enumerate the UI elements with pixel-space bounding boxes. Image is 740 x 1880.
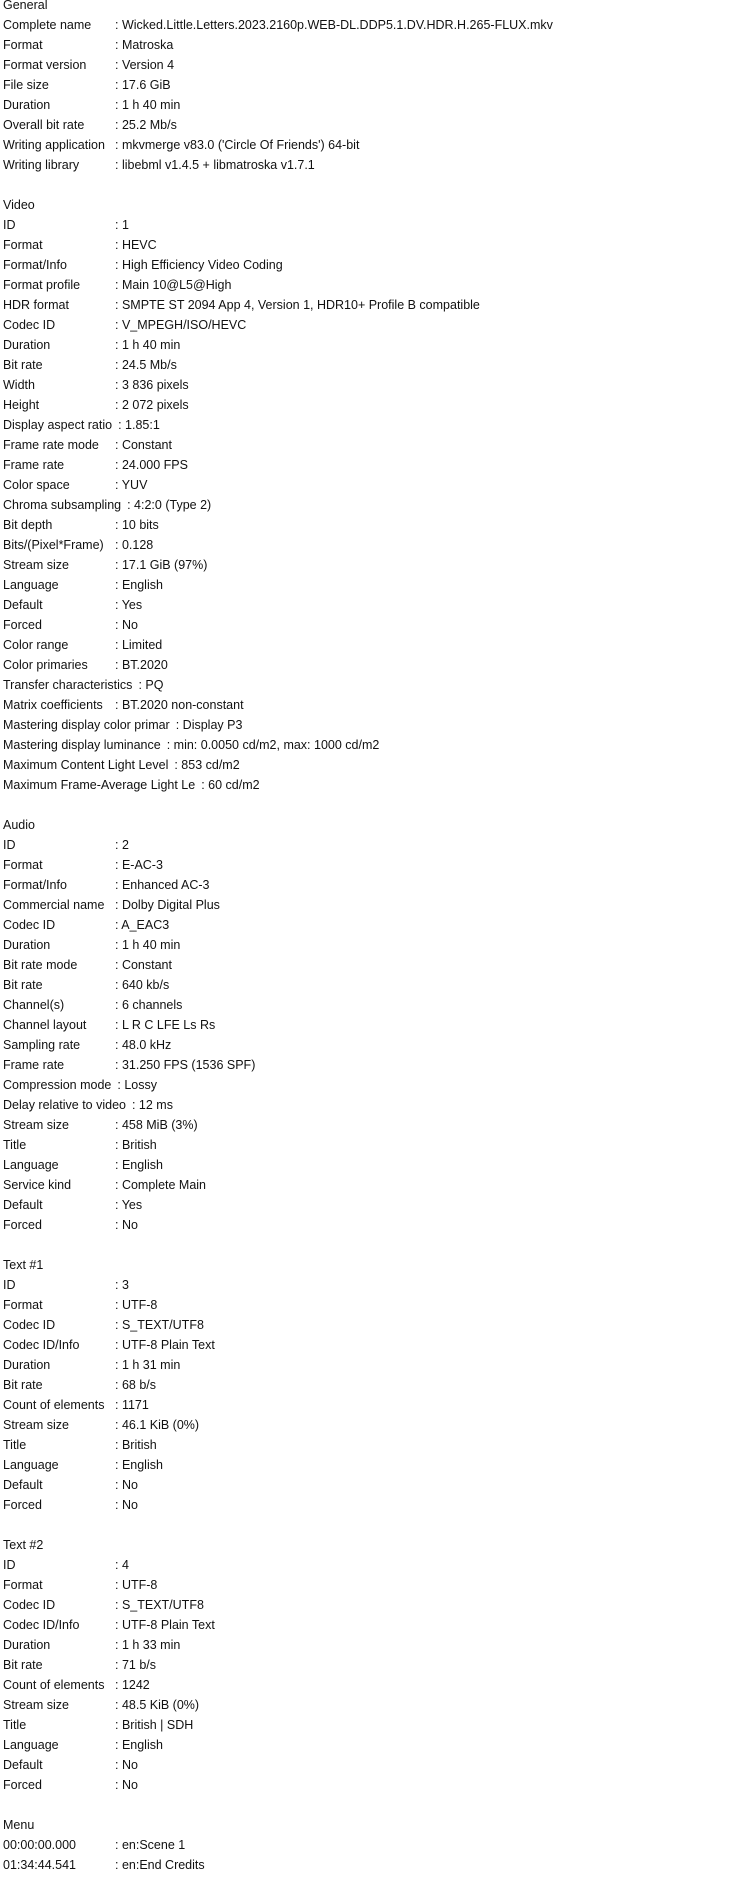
info-row <box>3 1700 737 1720</box>
info-row <box>3 1660 737 1680</box>
info-row <box>3 840 737 860</box>
section-title-text-2: Text #2 <box>3 1538 44 1552</box>
info-row <box>3 440 737 460</box>
field-value: : 48.0 kHz <box>115 1038 172 1052</box>
field-value: : 1 h 40 min <box>115 98 181 112</box>
info-row <box>3 600 737 620</box>
field-value: : Constant <box>115 438 172 452</box>
field-label: 00:00:00.000 <box>3 1838 76 1852</box>
field-label: Duration <box>3 1638 51 1652</box>
info-row <box>3 1320 737 1340</box>
field-label: Maximum Frame-Average Light Le <box>3 778 196 792</box>
field-label: Writing library <box>3 158 80 172</box>
field-label: Color space <box>3 478 70 492</box>
field-label: Codec ID/Info <box>3 1338 80 1352</box>
info-row <box>3 280 737 300</box>
info-row <box>3 720 737 740</box>
field-value: : mkvmerge v83.0 ('Circle Of Friends') 64-bit <box>115 138 360 152</box>
info-row <box>3 1220 737 1240</box>
field-value: : UTF-8 Plain Text <box>115 1618 215 1632</box>
field-value: : YUV <box>115 478 148 492</box>
field-label: Forced <box>3 1498 42 1512</box>
field-label: Bit rate <box>3 1658 43 1672</box>
info-row <box>3 1780 737 1800</box>
info-row <box>3 1160 737 1180</box>
field-label: Overall bit rate <box>3 118 85 132</box>
field-label: Width <box>3 378 35 392</box>
info-row <box>3 1860 737 1880</box>
field-value: : 2 072 pixels <box>115 398 189 412</box>
mediainfo-report <box>3 0 737 1880</box>
field-label: Format <box>3 858 43 872</box>
field-value: : 458 MiB (3%) <box>115 1118 198 1132</box>
field-value: : English <box>115 1738 163 1752</box>
field-label: Forced <box>3 1778 42 1792</box>
field-label: File size <box>3 78 49 92</box>
field-label: Format version <box>3 58 87 72</box>
field-value: : Version 4 <box>115 58 175 72</box>
field-value: : UTF-8 <box>115 1578 158 1592</box>
field-label: Duration <box>3 338 51 352</box>
info-row <box>3 240 737 260</box>
info-row <box>3 1180 737 1200</box>
field-value: : 46.1 KiB (0%) <box>115 1418 200 1432</box>
info-row <box>3 1380 737 1400</box>
info-row <box>3 500 737 520</box>
info-row <box>3 1400 737 1420</box>
field-value: : 1242 <box>115 1678 150 1692</box>
section-title-video: Video <box>3 198 35 212</box>
field-label: Codec ID <box>3 1318 56 1332</box>
field-label: Format/Info <box>3 878 67 892</box>
info-row <box>3 1620 737 1640</box>
field-value: : min: 0.0050 cd/m2, max: 1000 cd/m2 <box>166 738 380 752</box>
field-value: : 1 h 40 min <box>115 338 181 352</box>
info-row <box>3 540 737 560</box>
info-row <box>3 700 737 720</box>
field-label: Format <box>3 38 43 52</box>
info-row <box>3 900 737 920</box>
field-value: : No <box>115 1758 138 1772</box>
field-label: Bit rate <box>3 978 43 992</box>
field-value: : S_TEXT/UTF8 <box>115 1318 204 1332</box>
field-label: Default <box>3 1758 43 1772</box>
field-value: : No <box>115 1778 138 1792</box>
field-label: Count of elements <box>3 1678 105 1692</box>
info-row <box>3 1080 737 1100</box>
field-value: : 3 <box>115 1278 129 1292</box>
field-label: Stream size <box>3 558 69 572</box>
field-value: : British <box>115 1438 157 1452</box>
field-label: Default <box>3 598 43 612</box>
info-row <box>3 1300 737 1320</box>
field-label: Color primaries <box>3 658 88 672</box>
field-label: Service kind <box>3 1178 72 1192</box>
field-value: : 17.6 GiB <box>115 78 171 92</box>
field-label: Title <box>3 1438 27 1452</box>
field-value: : Complete Main <box>115 1178 207 1192</box>
info-row <box>3 1340 737 1360</box>
field-value: : 1 h 40 min <box>115 938 181 952</box>
field-value: : 4 <box>115 1558 129 1572</box>
field-value: : PQ <box>138 678 164 692</box>
field-value: : Limited <box>115 638 163 652</box>
field-label: Frame rate <box>3 1058 65 1072</box>
info-row <box>3 1020 737 1040</box>
field-label: Language <box>3 1158 59 1172</box>
info-row <box>3 1140 737 1160</box>
field-label: Title <box>3 1138 27 1152</box>
field-value: : 12 ms <box>131 1098 173 1112</box>
info-row <box>3 360 737 380</box>
field-label: Stream size <box>3 1698 69 1712</box>
info-row <box>3 320 737 340</box>
field-label: Stream size <box>3 1418 69 1432</box>
info-row <box>3 640 737 660</box>
field-label: Format profile <box>3 278 81 292</box>
field-label: Matrix coefficients <box>3 698 103 712</box>
info-row <box>3 1580 737 1600</box>
info-row <box>3 1460 737 1480</box>
info-row <box>3 160 737 180</box>
section-spacer <box>3 180 737 200</box>
info-row <box>3 480 737 500</box>
field-value: : No <box>115 618 138 632</box>
info-row <box>3 1360 737 1380</box>
field-value: : S_TEXT/UTF8 <box>115 1598 204 1612</box>
field-value: : BT.2020 non-constant <box>115 698 244 712</box>
info-row <box>3 680 737 700</box>
field-label: Stream size <box>3 1118 69 1132</box>
field-label: Bit rate <box>3 358 43 372</box>
section-title-general: General <box>3 0 48 12</box>
info-row <box>3 860 737 880</box>
info-row <box>3 740 737 760</box>
field-label: Format <box>3 238 43 252</box>
field-label: Duration <box>3 1358 51 1372</box>
field-value: : en:Scene 1 <box>115 1838 186 1852</box>
field-value: : 31.250 FPS (1536 SPF) <box>115 1058 256 1072</box>
info-row <box>3 40 737 60</box>
info-row <box>3 340 737 360</box>
field-value: : Dolby Digital Plus <box>115 898 220 912</box>
info-row <box>3 1500 737 1520</box>
field-value: : No <box>115 1218 138 1232</box>
info-row <box>3 960 737 980</box>
field-value: : English <box>115 578 163 592</box>
section-spacer <box>3 1520 737 1540</box>
field-label: ID <box>3 1558 16 1572</box>
field-value: : British | SDH <box>115 1718 194 1732</box>
field-value: : Matroska <box>115 38 174 52</box>
info-row <box>3 400 737 420</box>
info-row <box>3 880 737 900</box>
info-row <box>3 140 737 160</box>
field-value: : UTF-8 <box>115 1298 158 1312</box>
field-value: : V_MPEGH/ISO/HEVC <box>115 318 247 332</box>
field-value: : 640 kb/s <box>115 978 170 992</box>
info-row <box>3 1740 737 1760</box>
field-value: : British <box>115 1138 157 1152</box>
info-row <box>3 1280 737 1300</box>
field-value: : 0.128 <box>115 538 154 552</box>
field-label: Frame rate <box>3 458 65 472</box>
field-label: Color range <box>3 638 69 652</box>
field-value: : 1171 <box>115 1398 149 1412</box>
field-value: : 853 cd/m2 <box>174 758 240 772</box>
field-label: ID <box>3 1278 16 1292</box>
field-label: Duration <box>3 98 51 112</box>
info-row <box>3 20 737 40</box>
info-row <box>3 1120 737 1140</box>
section-title-audio: Audio <box>3 818 35 832</box>
info-row <box>3 520 737 540</box>
info-row <box>3 1100 737 1120</box>
field-value: : Yes <box>115 598 143 612</box>
info-row <box>3 1840 737 1860</box>
field-value: : HEVC <box>115 238 157 252</box>
section-spacer <box>3 1240 737 1260</box>
field-label: Transfer characteristics <box>3 678 133 692</box>
info-row <box>3 940 737 960</box>
field-label: Codec ID/Info <box>3 1618 80 1632</box>
field-value: : 25.2 Mb/s <box>115 118 177 132</box>
info-row <box>3 380 737 400</box>
info-row <box>3 1060 737 1080</box>
field-label: Channel layout <box>3 1018 87 1032</box>
field-value: : No <box>115 1498 138 1512</box>
field-value: : Wicked.Little.Letters.2023.2160p.WEB-DL.DDP5.1.DV.HDR.H.265-FLUX.mkv <box>115 18 553 32</box>
field-value: : Lossy <box>117 1078 157 1092</box>
field-label: Mastering display color primar <box>3 718 170 732</box>
field-label: Default <box>3 1198 43 1212</box>
info-row <box>3 60 737 80</box>
field-value: : 68 b/s <box>115 1378 156 1392</box>
info-row <box>3 120 737 140</box>
field-label: Count of elements <box>3 1398 105 1412</box>
field-label: Forced <box>3 1218 42 1232</box>
field-value: : 24.5 Mb/s <box>115 358 177 372</box>
info-row <box>3 300 737 320</box>
field-value: : 1 <box>115 218 129 232</box>
field-label: Compression mode <box>3 1078 112 1092</box>
section-title-text-1: Text #1 <box>3 1258 44 1272</box>
field-label: Codec ID <box>3 318 56 332</box>
info-row <box>3 560 737 580</box>
field-value: : 17.1 GiB (97%) <box>115 558 208 572</box>
field-value: : English <box>115 1458 163 1472</box>
info-row <box>3 220 737 240</box>
field-label: Chroma subsampling <box>3 498 122 512</box>
field-value: : Enhanced AC-3 <box>115 878 210 892</box>
info-row <box>3 1440 737 1460</box>
field-value: : 3 836 pixels <box>115 378 189 392</box>
info-row <box>3 460 737 480</box>
info-row <box>3 1480 737 1500</box>
field-value: : 1 h 31 min <box>115 1358 181 1372</box>
field-label: Codec ID <box>3 1598 56 1612</box>
info-row <box>3 980 737 1000</box>
info-row <box>3 580 737 600</box>
info-row <box>3 1040 737 1060</box>
field-label: Height <box>3 398 40 412</box>
field-label: Delay relative to video <box>3 1098 126 1112</box>
field-value: : 6 channels <box>115 998 183 1012</box>
info-row <box>3 1420 737 1440</box>
field-value: : E-AC-3 <box>115 858 163 872</box>
field-label: ID <box>3 218 16 232</box>
field-value: : 1.85:1 <box>118 418 160 432</box>
field-label: Complete name <box>3 18 92 32</box>
field-label: Format/Info <box>3 258 67 272</box>
info-row <box>3 1680 737 1700</box>
field-label: Bit depth <box>3 518 53 532</box>
field-value: : 2 <box>115 838 129 852</box>
field-value: : 1 h 33 min <box>115 1638 181 1652</box>
field-label: Bits/(Pixel*Frame) <box>3 538 104 552</box>
field-value: : L R C LFE Ls Rs <box>115 1018 216 1032</box>
info-row <box>3 1000 737 1020</box>
field-value: : Display P3 <box>175 718 243 732</box>
field-value: : Yes <box>115 1198 143 1212</box>
field-label: Sampling rate <box>3 1038 81 1052</box>
field-label: Default <box>3 1478 43 1492</box>
field-value: : 24.000 FPS <box>115 458 188 472</box>
field-label: Language <box>3 1738 59 1752</box>
field-value: : 10 bits <box>115 518 159 532</box>
field-label: Display aspect ratio <box>3 418 113 432</box>
field-label: Mastering display luminance <box>3 738 161 752</box>
field-label: Bit rate <box>3 1378 43 1392</box>
field-value: : Constant <box>115 958 172 972</box>
field-value: : SMPTE ST 2094 App 4, Version 1, HDR10+ Profile B compatible <box>115 298 480 312</box>
field-label: ID <box>3 838 16 852</box>
section-spacer <box>3 800 737 820</box>
info-row <box>3 100 737 120</box>
field-label: Codec ID <box>3 918 56 932</box>
field-value: : A_EAC3 <box>115 918 170 932</box>
field-label: Bit rate mode <box>3 958 78 972</box>
field-value: : 71 b/s <box>115 1658 156 1672</box>
field-value: : UTF-8 Plain Text <box>115 1338 215 1352</box>
info-row <box>3 620 737 640</box>
field-label: Format <box>3 1298 43 1312</box>
info-row <box>3 1560 737 1580</box>
field-value: : 48.5 KiB (0%) <box>115 1698 200 1712</box>
field-label: Forced <box>3 618 42 632</box>
field-label: Writing application <box>3 138 105 152</box>
info-row <box>3 80 737 100</box>
field-label: Format <box>3 1578 43 1592</box>
info-row <box>3 1720 737 1740</box>
info-row <box>3 920 737 940</box>
info-row <box>3 1760 737 1780</box>
info-row <box>3 1640 737 1660</box>
field-label: Commercial name <box>3 898 105 912</box>
field-label: Maximum Content Light Level <box>3 758 169 772</box>
info-row <box>3 1200 737 1220</box>
field-value: : en:End Credits <box>115 1858 205 1872</box>
info-row <box>3 260 737 280</box>
field-value: : No <box>115 1478 138 1492</box>
info-row <box>3 1600 737 1620</box>
field-label: Title <box>3 1718 27 1732</box>
info-row <box>3 420 737 440</box>
info-row <box>3 780 737 800</box>
field-value: : BT.2020 <box>115 658 168 672</box>
field-value: : High Efficiency Video Coding <box>115 258 283 272</box>
field-label: HDR format <box>3 298 69 312</box>
section-title-menu: Menu <box>3 1818 35 1832</box>
section-spacer <box>3 1800 737 1820</box>
field-label: Language <box>3 578 59 592</box>
info-row <box>3 660 737 680</box>
field-value: : 60 cd/m2 <box>201 778 260 792</box>
field-value: : Main 10@L5@High <box>115 278 232 292</box>
field-label: Duration <box>3 938 51 952</box>
field-value: : libebml v1.4.5 + libmatroska v1.7.1 <box>115 158 315 172</box>
info-row <box>3 760 737 780</box>
field-label: Channel(s) <box>3 998 65 1012</box>
field-label: Language <box>3 1458 59 1472</box>
field-label: 01:34:44.541 <box>3 1858 76 1872</box>
field-value: : 4:2:0 (Type 2) <box>127 498 212 512</box>
field-label: Frame rate mode <box>3 438 99 452</box>
field-value: : English <box>115 1158 163 1172</box>
